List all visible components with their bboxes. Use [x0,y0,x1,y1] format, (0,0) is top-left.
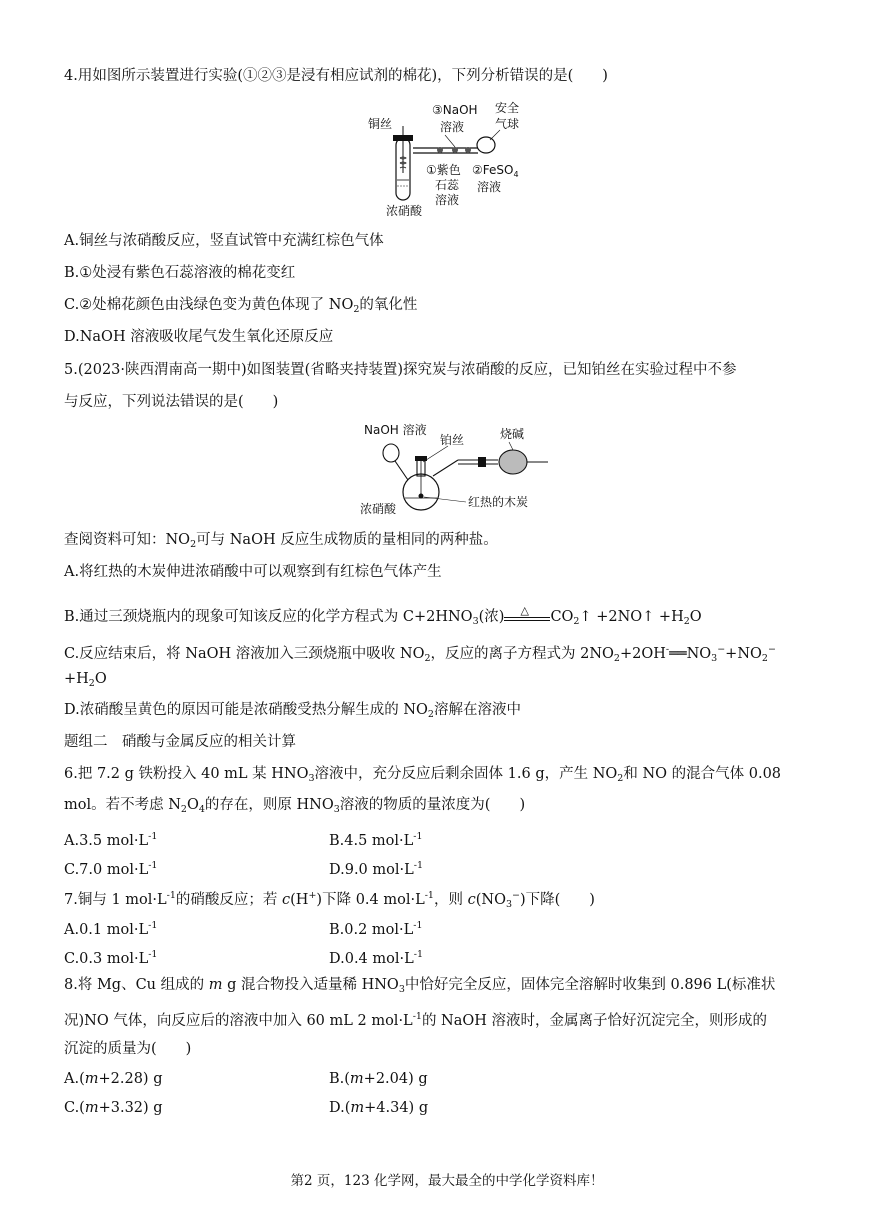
q4-option-a: A.铜丝与浓硝酸反应，竖直试管中充满红棕色气体 [64,233,384,249]
cotton-2 [452,147,458,153]
q4-label-safe2: 气球 [495,117,520,131]
q4-stem: 4.用如图所示装置进行实验(①②③是浸有相应试剂的棉花)，下列分析错误的是( ) [64,68,608,84]
q5-option-a: A.将红热的木炭伸进浓硝酸中可以观察到有红棕色气体产生 [64,564,442,580]
q7-option-a: A.0.1 $mol\cdot L^{-1}$ [64,920,158,938]
q4-label-naoh: ③NaOH [432,103,478,117]
q5-apparatus-figure [358,420,553,515]
q4-apparatus-figure [360,98,535,216]
q5-info: 查阅资料可知：$NO_2$可与 NaOH 反应生成物质的量相同的两种盐。 [64,532,498,550]
q4-label-naoh-sol: 溶液 [440,120,465,134]
q6-option-c: C.7.0 $mol\cdot L^{-1}$ [64,860,158,878]
q4-label-safe1: 安全 [495,101,520,115]
q4-label-litmus1: ①紫色 [426,163,461,177]
cotton-1 [437,147,443,153]
page-footer: 第2 页，123 化学网，最大最全的中学化学资料库！ [290,1173,604,1189]
q4-option-c: C.②处棉花颜色由浅绿色变为黄色体现了 $NO_2$的氧化性 [64,297,418,315]
q4-option-b: B.①处浸有紫色石蕊溶液的棉花变红 [64,265,296,281]
q5-option-b: B.通过三颈烧瓶内的现象可知该反应的化学方程式为 $C+2HNO_3$(浓) △ $CO_2↑$ +2NO↑ $+H_2O$ [64,604,702,627]
q8-option-a: A.(m+2.28) g [64,1071,163,1087]
drying-tube [499,450,527,474]
q4-label-litmus3: 溶液 [435,193,460,207]
q8-option-b: B.(m+2.04) g [329,1071,428,1087]
q8-option-c: C.(m+3.32) g [64,1100,163,1116]
q5-option-c-line1: C.反应结束后，将 NaOH 溶液加入三颈烧瓶中吸收 $NO_2$，反应的离子方程式为 $2NO_2+2OH^-══NO_3^-+NO_2^-$ [64,644,776,664]
q6-stem-line1: 6.把 7.2 g 铁粉投入 40 mL 某 $HNO_3$溶液中，充分反应后剩余固体 1.6 g，产生 $NO_2$和 NO 的混合气体 0.08 [64,766,782,784]
q5-stem-line2: 与反应，下列说法错误的是( ) [64,394,279,410]
dropping-funnel [383,444,399,462]
q4-label-feso4-sol: 溶液 [477,180,502,194]
q6-option-b: B.4.5 $mol\cdot L^{-1}$ [329,831,423,849]
q4-label-copper: 铜丝 [368,117,393,131]
q8-stem-line1: 8.将 Mg、Cu 组成的 m g 混合物投入适量稀 $HNO_3$中恰好完全反应，固体完全溶解时收集到 0.896 L(标准状 [64,977,776,995]
group-heading: 题组二 硝酸与金属反应的相关计算 [64,734,296,750]
q5-label-naoh: NaOH 溶液 [364,423,427,437]
q5-label-soda: 烧碱 [500,427,525,441]
q6-option-a: A.3.5 $mol\cdot L^{-1}$ [64,831,158,849]
q4-option-d: D.NaOH 溶液吸收尾气发生氧化还原反应 [64,329,334,345]
q8-stem-line3: 沉淀的质量为( ) [64,1041,192,1057]
q7-option-d: D.0.4 $mol\cdot L^{-1}$ [329,949,424,967]
cotton-3 [465,147,471,153]
charcoal [419,494,424,499]
q6-stem-line2: mol。若不考虑 $N_2O_4$的存在，则原 $HNO_3$溶液的物质的量浓度为( ) [64,797,526,815]
q8-option-d: D.(m+4.34) g [329,1100,429,1116]
q5-label-acid: 浓硝酸 [360,502,397,515]
q8-stem-line2: 况)NO 气体，向反应后的溶液中加入 60 mL 2 $mol\cdot L^{-1}$的 NaOH 溶液时，金属离子恰好沉淀完全，则形成的 [64,1011,768,1029]
q5-option-c-line2: $+H_2O$ [64,671,107,689]
q7-option-c: C.0.3 $mol\cdot L^{-1}$ [64,949,158,967]
q4-label-litmus2: 石蕊 [435,178,460,192]
q5-label-charcoal: 红热的木炭 [468,495,529,509]
q6-option-d: D.9.0 $mol\cdot L^{-1}$ [329,860,424,878]
safety-balloon [477,137,495,153]
q4-label-acid: 浓硝酸 [386,204,423,216]
q7-stem: 7.铜与 1 $mol\cdot L^{-1}$的硝酸反应；若 c(H+)下降 0.4 $mol\cdot L^{-1}$，则 $c(NO_3^-)$下降( ) [64,890,595,910]
heat-arrow: △ [504,614,550,621]
q4-label-feso4: ②FeSO$_4$ [472,163,519,179]
q5-option-d: D.浓硝酸呈黄色的原因可能是浓硝酸受热分解生成的 $NO_2$溶解在溶液中 [64,702,521,720]
q5-stem-line1: 5.(2023·陕西渭南高一期中)如图装置(省略夹持装置)探究炭与浓硝酸的反应，已知铂丝在实验过程中不参 [64,362,737,378]
q7-option-b: B.0.2 $mol\cdot L^{-1}$ [329,920,423,938]
q5-label-pt: 铂丝 [440,433,465,447]
